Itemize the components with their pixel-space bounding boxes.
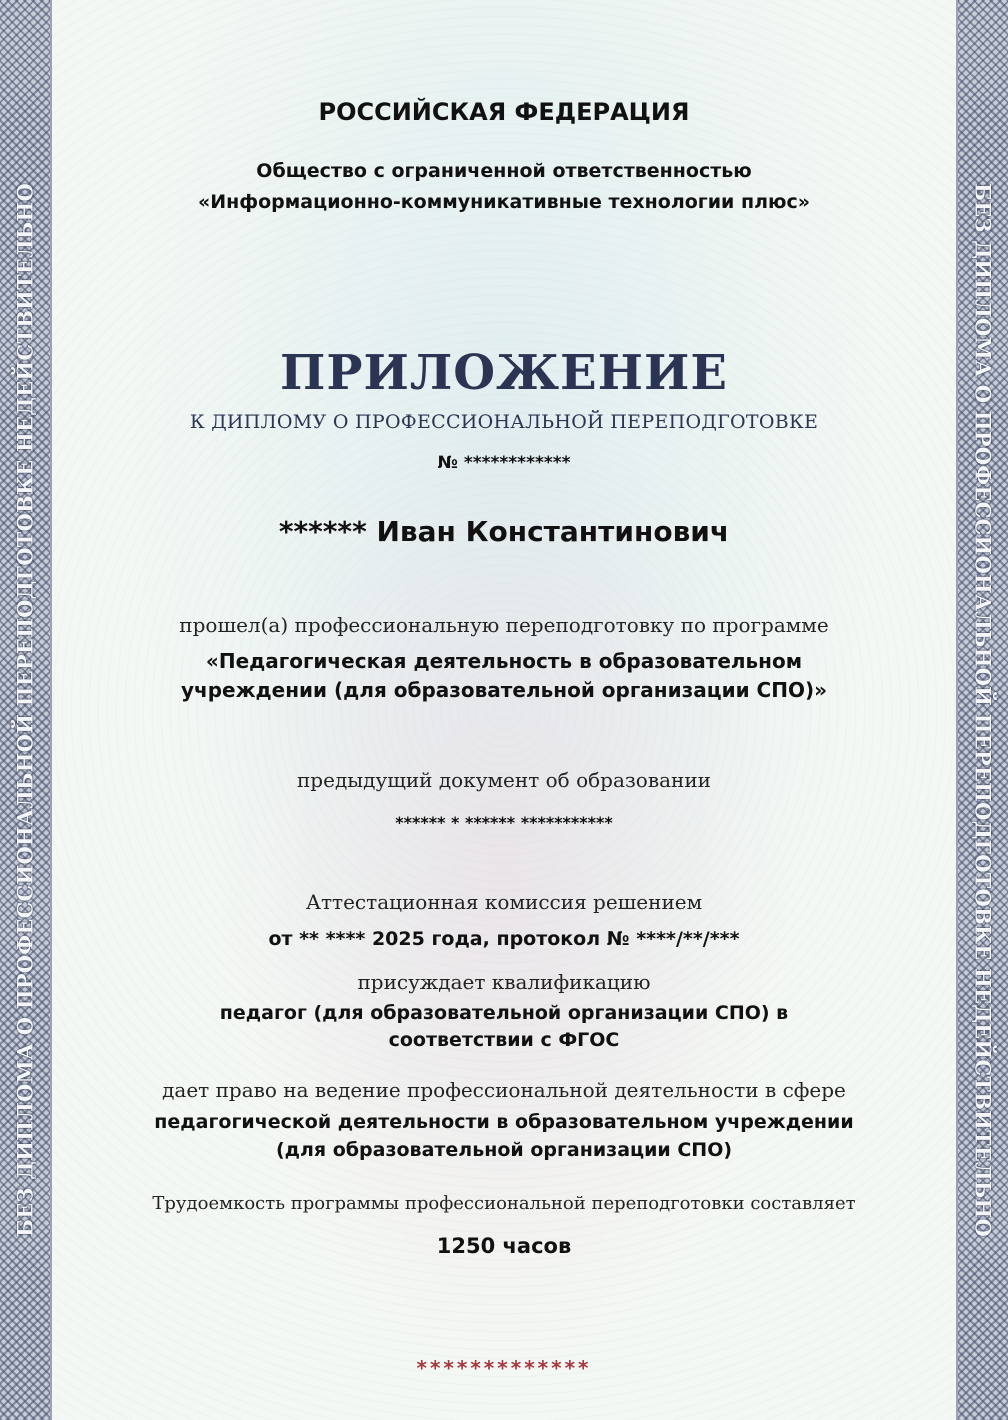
rights-field-line-2: (для образовательной организации СПО) xyxy=(275,1139,733,1161)
document-number: № ************ xyxy=(437,453,571,473)
left-security-border xyxy=(0,0,52,1420)
document-title: ПРИЛОЖЕНИЕ xyxy=(280,345,728,401)
previous-document-value: ****** * ****** *********** xyxy=(395,813,613,832)
rights-field-line-1: педагогической деятельности в образовательном учреждении xyxy=(154,1111,854,1133)
document-subtitle: К ДИПЛОМУ О ПРОФЕССИОНАЛЬНОЙ ПЕРЕПОДГОТОВКЕ xyxy=(189,411,819,433)
previous-document-label: предыдущий документ об образовании xyxy=(296,768,712,792)
right-security-border xyxy=(956,0,1008,1420)
country-heading: РОССИЙСКАЯ ФЕДЕРАЦИЯ xyxy=(318,98,690,126)
organization-line-1: Общество с ограниченной ответственностью xyxy=(256,160,752,182)
hours-intro: Трудоемкость программы профессиональной переподготовки составляет xyxy=(152,1193,856,1214)
qualification-intro: присуждает квалификацию xyxy=(357,970,651,994)
right-border-text: БЕЗ ДИПЛОМА О ПРОФЕССИОНАЛЬНОЙ ПЕРЕПОДГОТОВКЕ НЕДЕЙСТВИТЕЛЬНО xyxy=(970,183,996,1237)
holder-name: ****** Иван Константинович xyxy=(278,515,730,548)
qualification-line-2: соответствии с ФГОС xyxy=(388,1029,620,1051)
serial-number: ************* xyxy=(416,1356,592,1380)
program-name-line-2: учреждении (для образовательной организации СПО)» xyxy=(180,678,828,702)
organization-line-2: «Информационно-коммуникативные технологии плюс» xyxy=(197,191,811,213)
program-name-line-1: «Педагогическая деятельность в образовательном xyxy=(205,649,803,673)
commission-intro: Аттестационная комиссия решением xyxy=(305,890,703,914)
rights-intro: дает право на ведение профессиональной деятельности в сфере xyxy=(162,1078,846,1102)
hours-value: 1250 часов xyxy=(436,1234,572,1258)
commission-decision: от ** **** 2025 года, протокол № ****/**/*** xyxy=(268,928,740,950)
qualification-line-1: педагог (для образовательной организации СПО) в xyxy=(219,1002,789,1024)
left-border-text: БЕЗ ДИПЛОМА О ПРОФЕССИОНАЛЬНОЙ ПЕРЕПОДГОТОВКЕ НЕДЕЙСТВИТЕЛЬНО xyxy=(12,183,38,1237)
program-intro: прошел(а) профессиональную переподготовку по программе xyxy=(179,613,829,637)
